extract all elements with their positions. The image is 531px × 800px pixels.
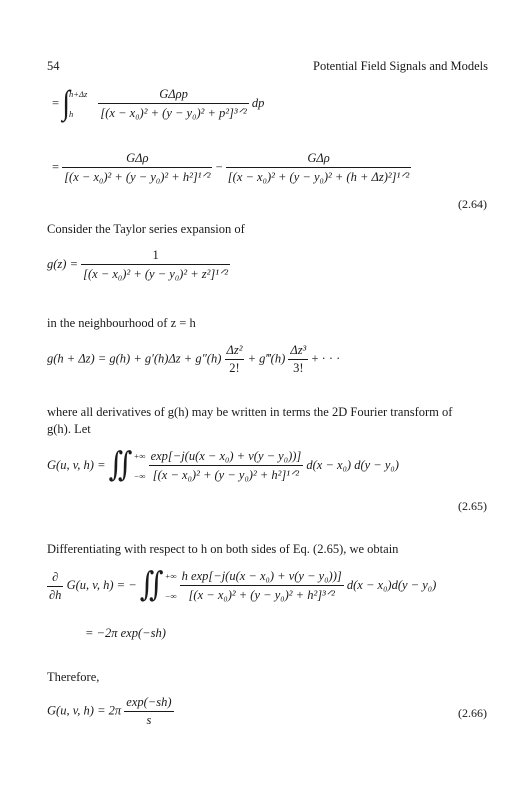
- fraction: $\frac{\text{exp[−j(u(x − x₀) + v(y − y₀))]}}{\text{[(x − x₀)² + (y − y₀)² + h²]¹ᐟ²}}$: [150, 449, 302, 482]
- fraction: $\frac{\text{GΔρ}}{\text{[(x − x₀)² + (y − y₀)² + (h + Δz)²]¹ᐟ²}}$: [227, 151, 410, 184]
- fraction: $\frac{\exp(-sh)}{s}$: [126, 695, 172, 727]
- text-derivatives-line2: g(h). Let: [47, 422, 91, 436]
- fraction: $\frac{\text{GΔρp}}{\text{[(x − x₀)² + (y − y₀)² + p²]³ᐟ²}}$: [100, 87, 247, 120]
- fraction: $\frac{\text{GΔρ}}{\text{[(x − x₀)² + (y − y₀)² + h²]¹ᐟ²}}$: [64, 151, 211, 184]
- text-neighbourhood: in the neighbourhood of z = h: [47, 316, 196, 330]
- running-title: Potential Field Signals and Models: [313, 59, 488, 73]
- fraction: $\frac{1}{\text{[(x − x₀)² + (y − y₀)² + z²]¹ᐟ²}}$: [83, 248, 229, 281]
- equation-2-66: G(u, v, h) = 2π $\frac{\exp(-sh)}{s}$: [47, 695, 172, 727]
- integral-sign: ∫: [62, 84, 70, 122]
- equation-number-2-64: (2.64): [458, 197, 487, 211]
- equation-2-64-line1: = ∫ h+Δz h $\frac{\text{GΔρp}}{\text{[(x − x₀)² + (y − y₀)² + p²]³ᐟ²}}$ dp: [52, 84, 265, 122]
- text-differentiating: Differentiating with respect to h on both sides of Eq. (2.65), we obtain: [47, 542, 399, 556]
- integral-limits: +∞ −∞: [164, 571, 177, 601]
- page-number: 54: [47, 59, 60, 73]
- double-integral-sign: ∬: [108, 446, 133, 484]
- equation-number-2-65: (2.65): [458, 499, 487, 513]
- equation-derivative: $\frac{\partial}{\partial h}$ G(u, v, h) = − ∬ +∞ −∞ $\frac{\text{h exp[−j(u(x − x₀) + v(y − y₀))]}}{\text{[(x − x₀)² + (y − y₀)² + h²]³ᐟ²}}$ d(x − x₀)d(y − y₀): [49, 566, 437, 604]
- fraction: $\frac{\text{h exp[−j(u(x − x₀) + v(y − y₀))]}}{\text{[(x − x₀)² + (y − y₀)² + h²]³ᐟ²}}$: [181, 569, 342, 602]
- integral-limits: h+Δz h: [68, 89, 88, 119]
- text-taylor-intro: Consider the Taylor series expansion of: [47, 222, 245, 236]
- text-therefore: Therefore,: [47, 670, 100, 684]
- equation-taylor-series: g(h + Δz) = g(h) + g′(h)Δz + g″(h) $\frac{\text{Δz²}}{2!}$ + g‴(h) $\frac{\text{Δz³}}{3!}$ + · · ·: [47, 343, 341, 375]
- fraction: $\frac{\text{Δz²}}{2!}$: [226, 343, 243, 375]
- equation-derivative-result: = −2π exp(−sh): [85, 626, 166, 640]
- fraction: $\frac{\text{Δz³}}{3!}$: [290, 343, 307, 375]
- fraction: $\frac{\partial}{\partial h}$: [49, 569, 62, 602]
- equation-gz: g(z) = $\frac{1}{\text{[(x − x₀)² + (y − y₀)² + z²]¹ᐟ²}}$: [47, 248, 229, 281]
- equation-number-2-66: (2.66): [458, 706, 487, 720]
- equation-2-65: G(u, v, h) = ∬ +∞ −∞ $\frac{\text{exp[−j(u(x − x₀) + v(y − y₀))]}}{\text{[(x − x₀)² + (y − y₀)² + h²]¹ᐟ²}}$ d(x − x₀) d(y − y₀): [47, 446, 399, 484]
- double-integral-sign: ∬: [139, 566, 164, 604]
- integral-limits: +∞ −∞: [133, 451, 146, 481]
- equation-2-64-line2: = $\frac{\text{GΔρ}}{\text{[(x − x₀)² + (y − y₀)² + h²]¹ᐟ²}}$ − $\frac{\text{GΔρ}}{\text{[(x − x₀)² + (y − y₀)² + (h + Δz)²]¹ᐟ²}}$: [52, 151, 410, 184]
- text-derivatives-line1: where all derivatives of g(h) may be written in terms the 2D Fourier transform of: [47, 405, 453, 419]
